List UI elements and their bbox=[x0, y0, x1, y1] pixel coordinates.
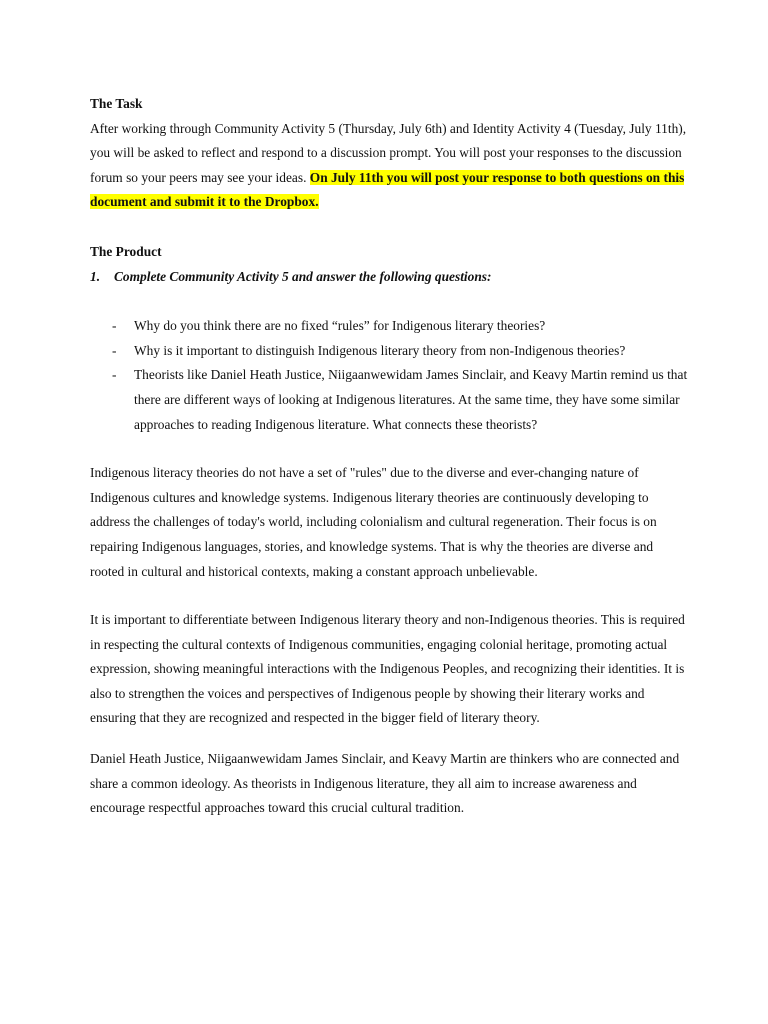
question-text: Theorists like Daniel Heath Justice, Niigaanwewidam James Sinclair, and Keavy Martin remind us that there are different ways of looking at Indigenous literatures. At the same time, they have some similar approaches to reading Indigenous literature. What connects these theorists? bbox=[134, 367, 688, 432]
list-item bbox=[90, 363, 690, 437]
list-item bbox=[90, 339, 690, 364]
task-heading: The Task bbox=[90, 96, 143, 111]
question-number: 1. bbox=[90, 268, 101, 284]
task-body: After working through Community Activity 5 (Thursday, July 6th) and Identity Activity 4 (Tuesday, July 11th), you will be asked to reflect and respond to a discussion prompt. You will post your responses to the discussion forum so your peers may see your ideas. bbox=[90, 120, 687, 185]
answer-paragraph-3: Daniel Heath Justice, Niigaanwewidam James Sinclair, and Keavy Martin are thinkers who are connected and share a common ideology. As theorists in Indigenous literature, they all aim to increase awareness and encourage respectful approaches toward this crucial cultural tradition. bbox=[90, 751, 680, 816]
answer-paragraph-2: It is important to differentiate between Indigenous literary theory and non-Indigenous theories. This is required in respecting the cultural contexts of Indigenous communities, engaging colonial heritage, promoting actual expression, showing meaningful interactions with the Indigenous Peoples, and recognizing their identities. It is also to strengthen the voices and perspectives of Indigenous people by showing their literary works and ensuring that they are recognized and respected in the bigger field of literary theory. bbox=[90, 612, 685, 726]
product-heading: The Product bbox=[90, 243, 162, 259]
question-title-text: Complete Community Activity 5 and answer the following questions: bbox=[114, 268, 492, 284]
answer-paragraph-1: Indigenous literacy theories do not have a set of "rules" due to the diverse and ever-changing nature of Indigenous cultures and knowledge systems. Indigenous literary theories are continuously developing to address the challenges of today's world, including colonialism and cultural regeneration. Their focus is on repairing Indigenous languages, stories, and knowledge systems. That is why the theories are diverse and rooted in cultural and historical contexts, making a constant approach unbelievable. bbox=[90, 465, 657, 579]
bullet-dash: - bbox=[112, 367, 117, 383]
question-text: Why is it important to distinguish Indigenous literary theory from non-Indigenous theories? bbox=[134, 342, 626, 358]
question-text: Why do you think there are no fixed “rules” for Indigenous literary theories? bbox=[134, 318, 546, 334]
question-1-title bbox=[90, 265, 690, 290]
bullet-dash: - bbox=[112, 342, 117, 358]
task-highlight: On July 11th you will post your response to both questions on this document and submit it to the Dropbox. bbox=[90, 169, 685, 210]
list-item bbox=[90, 314, 690, 339]
document-page bbox=[90, 92, 690, 821]
task-instructions bbox=[90, 117, 690, 215]
bullet-dash: - bbox=[112, 318, 117, 334]
question-list bbox=[90, 314, 690, 437]
